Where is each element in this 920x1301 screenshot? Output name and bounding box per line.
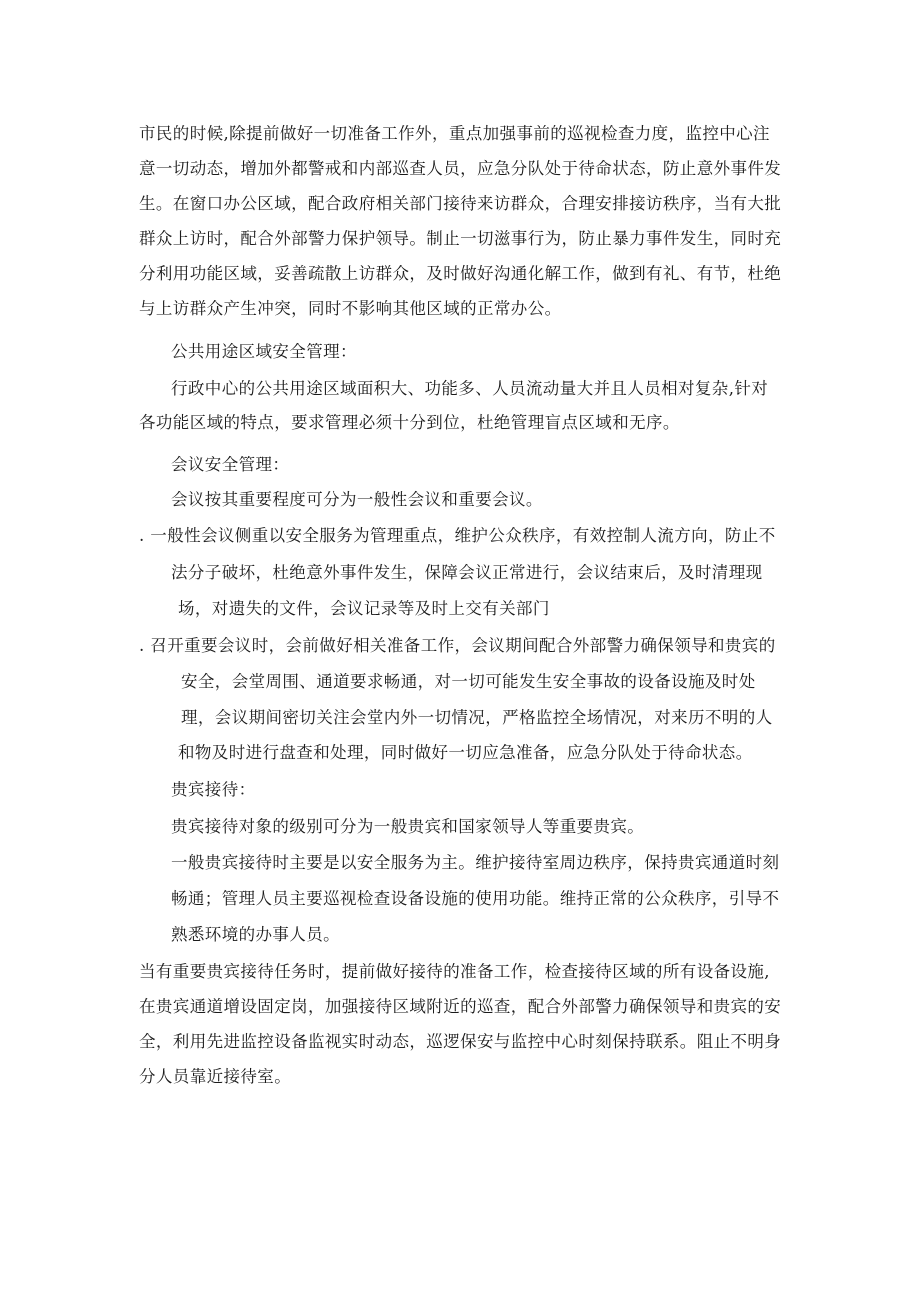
body-line: 畅通；管理人员主要巡视检查设备设施的使用功能。维持正常的公众秩序，引导不 [171,889,780,908]
list-item-line: 场，对遗失的文件，会议记录等及时上交有关部门 [178,599,550,618]
body-line: 群众上访时，配合外部警力保护领导。制止一切滋事行为，防止暴力事件发生，同时充 [139,229,782,248]
list-item-line: . 召开重要会议时，会前做好相关准备工作，会议期间配合外部警力确保领导和贵宾的 [139,636,776,655]
body-line: 行政中心的公共用途区域面积大、功能多、人员流动量大并且人员相对复杂,针对 [171,379,769,398]
body-line: 分利用功能区域，妥善疏散上访群众，及时做好沟通化解工作，做到有礼、有节，杜绝 [139,264,782,283]
section-heading-vip: 贵宾接待： [171,780,256,799]
body-line: 与上访群众产生冲突，同时不影响其他区域的正常办公。 [139,299,562,318]
list-item-line: 和物及时进行盘查和处理，同时做好一切应急准备，应急分队处于待命状态。 [178,743,753,762]
body-line: 全，利用先进监控设备监视实时动态，巡逻保安与监控中心时刻保持联系。阻止不明身 [139,1032,782,1051]
list-item-line: . 一般性会议侧重以安全服务为管理重点，维护公众秩序，有效控制人流方向，防止不 [139,526,776,545]
list-item-line: 安全，会堂周围、通道要求畅通，对一切可能发生安全事故的设备设施及时处 [181,672,756,691]
body-line: 在贵宾通道增设固定岗，加强接待区域附近的巡查，配合外部警力确保领导和贵宾的安 [139,997,782,1016]
section-heading-meeting: 会议安全管理： [171,455,290,474]
body-line: 市民的时候,除提前做好一切准备工作外，重点加强事前的巡视检查力度，监控中心注 [139,124,770,143]
body-line: 熟悉环境的办事人员。 [171,925,340,944]
body-line: 贵宾接待对象的级别可分为一般贵宾和国家领导人等重要贵宾。 [171,817,645,836]
list-item-line: 理，会议期间密切关注会堂内外一切情况，严格监控全场情况，对来历不明的人 [181,708,773,727]
body-line: 会议按其重要程度可分为一般性会议和重要会议。 [171,490,543,509]
section-heading-public-area: 公共用途区域安全管理： [171,342,357,361]
body-line: 当有重要贵宾接待任务时，提前做好接待的准备工作，检查接待区域的所有设备设施, [139,962,770,981]
body-line: 一般贵宾接待时主要是以安全服务为主。维护接待室周边秩序，保持贵宾通道时刻 [171,853,780,872]
body-line: 分人员靠近接待室。 [139,1067,292,1086]
body-line: 各功能区域的特点，要求管理必须十分到位，杜绝管理盲点区域和无序。 [139,413,680,432]
body-line: 生。在窗口办公区域，配合政府相关部门接待来访群众，合理安排接访秩序，当有大批 [139,194,782,213]
list-item-line: 法分子破坏，杜绝意外事件发生，保障会议正常进行，会议结束后，及时清理现 [171,563,763,582]
body-line: 意一切动态，增加外都警戒和内部巡查人员，应急分队处于待命状态，防止意外事件发 [139,159,782,178]
